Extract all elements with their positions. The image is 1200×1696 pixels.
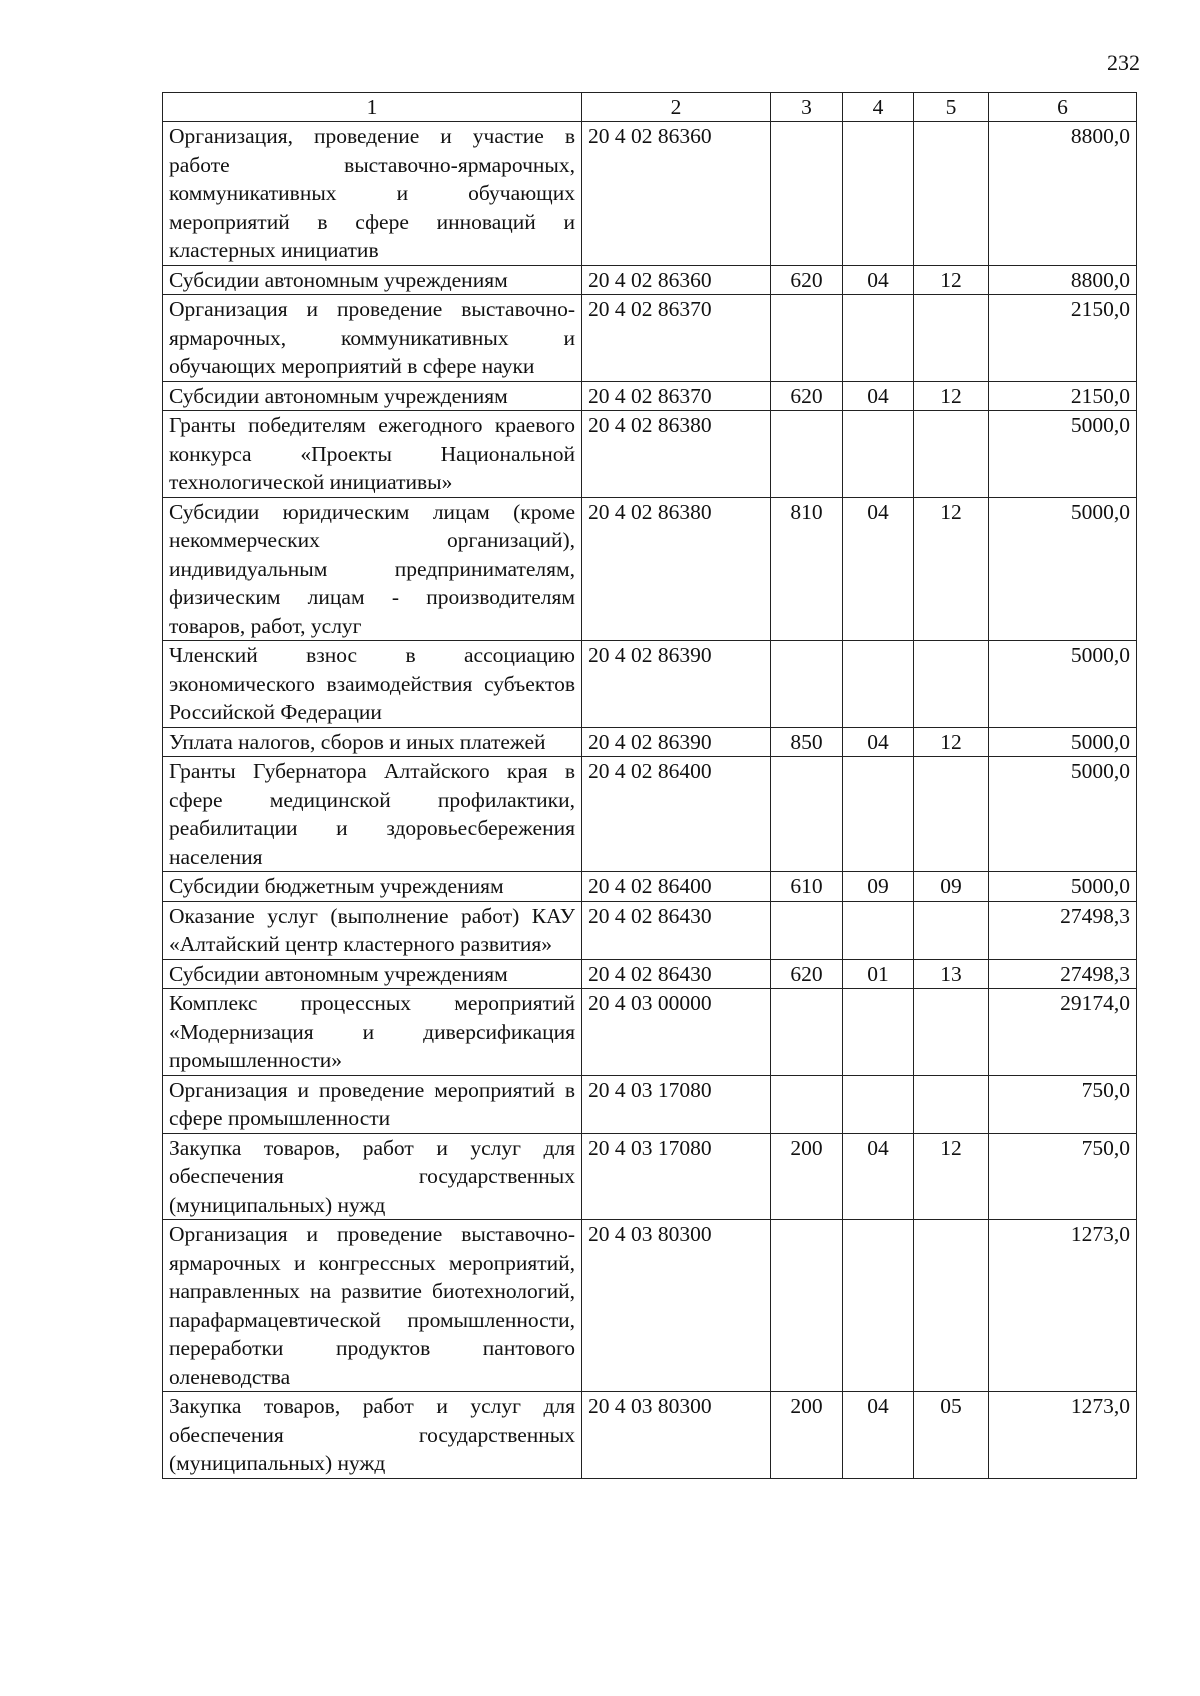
row-name: Субсидии юридическим лицам (кроме некоммерческих организаций), индивидуальным предпринимателям, физическим лицам - производителям товаров, работ, услуг <box>163 497 582 641</box>
table-row <box>163 1220 1137 1392</box>
row-name: Субсидии автономным учреждениям <box>163 381 582 411</box>
row-name: Оказание услуг (выполнение работ) КАУ «Алтайский центр кластерного развития» <box>163 901 582 959</box>
row-name: Субсидии бюджетным учреждениям <box>163 872 582 902</box>
table-row <box>163 381 1137 411</box>
row-subsection <box>914 411 989 498</box>
row-section <box>843 122 914 266</box>
row-subsection: 12 <box>914 381 989 411</box>
table-row <box>163 901 1137 959</box>
row-section <box>843 901 914 959</box>
row-name: Организация и проведение мероприятий в сфере промышленности <box>163 1075 582 1133</box>
table-row <box>163 1075 1137 1133</box>
row-amount: 5000,0 <box>989 497 1137 641</box>
table-row <box>163 1392 1137 1479</box>
row-section <box>843 757 914 872</box>
row-expense-type <box>771 757 843 872</box>
row-code: 20 4 02 86380 <box>582 497 771 641</box>
row-section <box>843 1075 914 1133</box>
row-code: 20 4 02 86370 <box>582 295 771 382</box>
row-section: 04 <box>843 727 914 757</box>
row-code: 20 4 02 86400 <box>582 872 771 902</box>
row-expense-type: 620 <box>771 381 843 411</box>
row-subsection <box>914 757 989 872</box>
row-expense-type <box>771 1220 843 1392</box>
row-subsection: 12 <box>914 497 989 641</box>
table-row <box>163 497 1137 641</box>
row-expense-type: 850 <box>771 727 843 757</box>
row-expense-type <box>771 1075 843 1133</box>
row-code: 20 4 03 80300 <box>582 1392 771 1479</box>
row-subsection <box>914 1220 989 1392</box>
row-section: 04 <box>843 497 914 641</box>
row-subsection <box>914 295 989 382</box>
row-expense-type: 620 <box>771 959 843 989</box>
row-code: 20 4 03 17080 <box>582 1133 771 1220</box>
row-amount: 750,0 <box>989 1133 1137 1220</box>
row-expense-type <box>771 295 843 382</box>
header-cell: 3 <box>771 93 843 122</box>
header-cell: 4 <box>843 93 914 122</box>
page-number: 232 <box>1107 50 1140 75</box>
row-name: Уплата налогов, сборов и иных платежей <box>163 727 582 757</box>
row-expense-type <box>771 641 843 728</box>
row-section: 09 <box>843 872 914 902</box>
row-subsection: 12 <box>914 265 989 295</box>
row-code: 20 4 02 86390 <box>582 727 771 757</box>
table-row <box>163 727 1137 757</box>
row-code: 20 4 02 86380 <box>582 411 771 498</box>
row-amount: 5000,0 <box>989 641 1137 728</box>
row-code: 20 4 02 86400 <box>582 757 771 872</box>
row-name: Членский взнос в ассоциацию экономического взаимодействия субъектов Российской Федерации <box>163 641 582 728</box>
row-amount: 2150,0 <box>989 381 1137 411</box>
row-subsection: 05 <box>914 1392 989 1479</box>
row-amount: 5000,0 <box>989 411 1137 498</box>
table-row <box>163 122 1137 266</box>
row-expense-type: 620 <box>771 265 843 295</box>
table-row <box>163 989 1137 1076</box>
row-name: Субсидии автономным учреждениям <box>163 265 582 295</box>
row-name: Организация, проведение и участие в работе выставочно-ярмарочных, коммуникативных и обучающих мероприятий в сфере инноваций и кластерных инициатив <box>163 122 582 266</box>
table-row <box>163 295 1137 382</box>
row-name: Гранты победителям ежегодного краевого конкурса «Проекты Национальной технологической инициативы» <box>163 411 582 498</box>
row-amount: 5000,0 <box>989 757 1137 872</box>
row-code: 20 4 03 00000 <box>582 989 771 1076</box>
row-name: Организация и проведение выставочно-ярмарочных и конгрессных мероприятий, направленных на развитие биотехнологий, парафармацевтической промышленности, переработки продуктов пантового оленеводства <box>163 1220 582 1392</box>
row-expense-type: 200 <box>771 1392 843 1479</box>
table-row <box>163 1133 1137 1220</box>
row-expense-type: 810 <box>771 497 843 641</box>
row-subsection <box>914 641 989 728</box>
row-code: 20 4 03 80300 <box>582 1220 771 1392</box>
row-code: 20 4 02 86430 <box>582 901 771 959</box>
row-section <box>843 295 914 382</box>
row-expense-type <box>771 411 843 498</box>
row-section <box>843 989 914 1076</box>
table-row <box>163 959 1137 989</box>
row-subsection: 13 <box>914 959 989 989</box>
row-name: Закупка товаров, работ и услуг для обеспечения государственных (муниципальных) нужд <box>163 1392 582 1479</box>
row-section: 04 <box>843 265 914 295</box>
budget-table <box>162 92 1137 1479</box>
row-amount: 2150,0 <box>989 295 1137 382</box>
row-subsection <box>914 989 989 1076</box>
row-expense-type <box>771 122 843 266</box>
row-amount: 1273,0 <box>989 1392 1137 1479</box>
row-section: 04 <box>843 1392 914 1479</box>
table-row <box>163 265 1137 295</box>
row-code: 20 4 02 86360 <box>582 265 771 295</box>
row-name: Организация и проведение выставочно-ярмарочных, коммуникативных и обучающих мероприятий в сфере науки <box>163 295 582 382</box>
row-section: 04 <box>843 1133 914 1220</box>
row-amount: 750,0 <box>989 1075 1137 1133</box>
row-amount: 27498,3 <box>989 901 1137 959</box>
row-amount: 29174,0 <box>989 989 1137 1076</box>
row-expense-type: 610 <box>771 872 843 902</box>
row-expense-type: 200 <box>771 1133 843 1220</box>
table-row <box>163 411 1137 498</box>
row-expense-type <box>771 901 843 959</box>
row-amount: 27498,3 <box>989 959 1137 989</box>
row-subsection: 12 <box>914 1133 989 1220</box>
header-cell: 5 <box>914 93 989 122</box>
row-subsection <box>914 901 989 959</box>
row-name: Закупка товаров, работ и услуг для обеспечения государственных (муниципальных) нужд <box>163 1133 582 1220</box>
row-subsection: 12 <box>914 727 989 757</box>
row-section <box>843 1220 914 1392</box>
row-amount: 8800,0 <box>989 265 1137 295</box>
row-name: Гранты Губернатора Алтайского края в сфере медицинской профилактики, реабилитации и здоровьесбережения населения <box>163 757 582 872</box>
row-section <box>843 411 914 498</box>
table-body <box>163 122 1137 1479</box>
row-expense-type <box>771 989 843 1076</box>
row-amount: 1273,0 <box>989 1220 1137 1392</box>
table-row <box>163 641 1137 728</box>
row-subsection: 09 <box>914 872 989 902</box>
row-code: 20 4 03 17080 <box>582 1075 771 1133</box>
table-row <box>163 872 1137 902</box>
row-section: 04 <box>843 381 914 411</box>
row-amount: 8800,0 <box>989 122 1137 266</box>
header-cell: 2 <box>582 93 771 122</box>
row-section: 01 <box>843 959 914 989</box>
row-name: Комплекс процессных мероприятий «Модернизация и диверсификация промышленности» <box>163 989 582 1076</box>
row-name: Субсидии автономным учреждениям <box>163 959 582 989</box>
row-section <box>843 641 914 728</box>
header-cell: 1 <box>163 93 582 122</box>
row-subsection <box>914 1075 989 1133</box>
row-code: 20 4 02 86430 <box>582 959 771 989</box>
table-row <box>163 757 1137 872</box>
row-amount: 5000,0 <box>989 872 1137 902</box>
header-row <box>163 93 1137 122</box>
row-amount: 5000,0 <box>989 727 1137 757</box>
row-code: 20 4 02 86360 <box>582 122 771 266</box>
row-code: 20 4 02 86370 <box>582 381 771 411</box>
row-subsection <box>914 122 989 266</box>
header-cell: 6 <box>989 93 1137 122</box>
row-code: 20 4 02 86390 <box>582 641 771 728</box>
